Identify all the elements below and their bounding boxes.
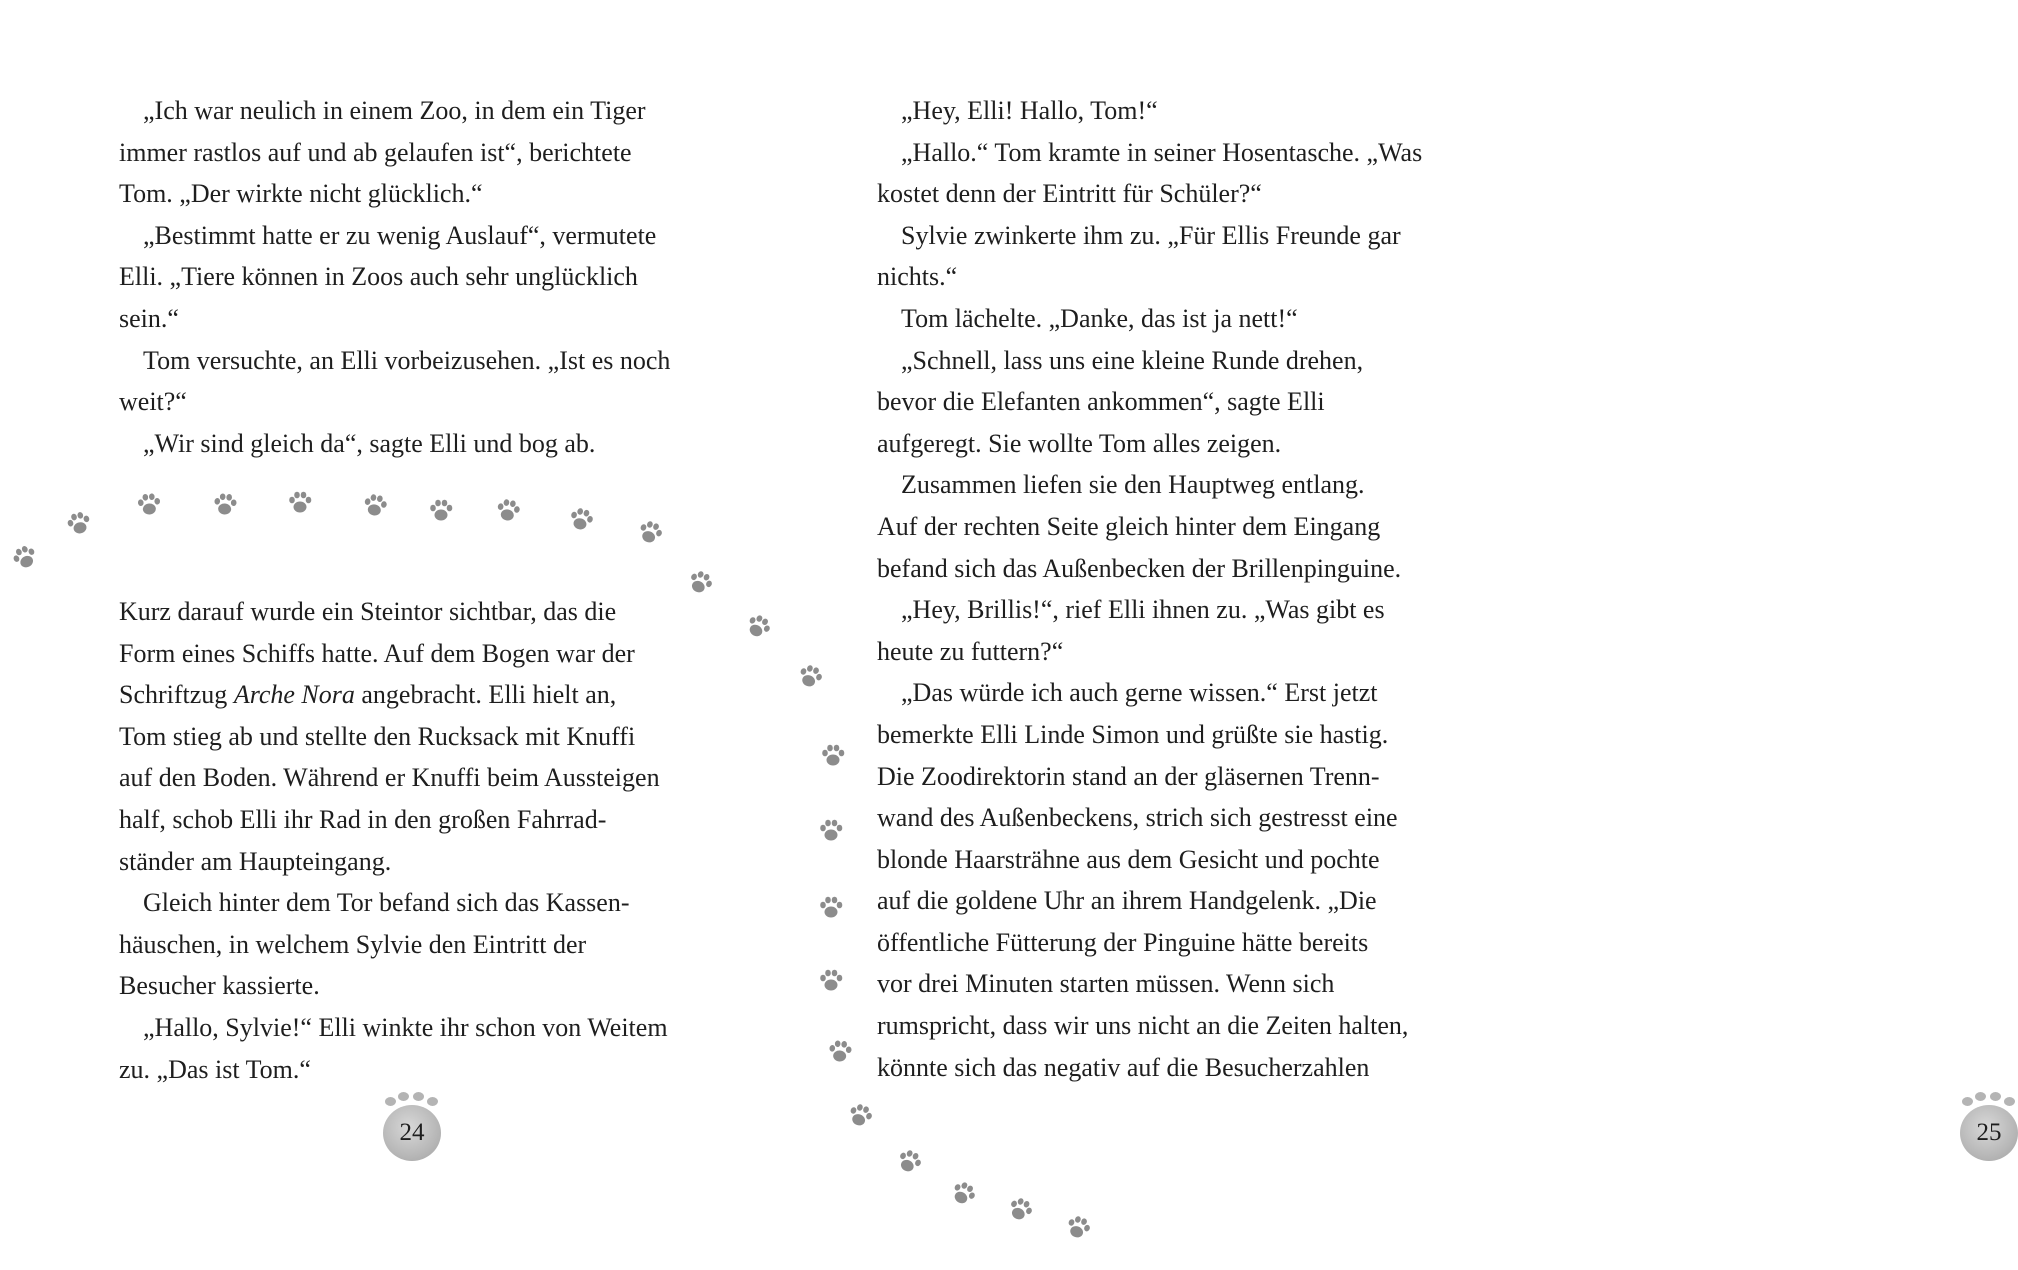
page-number-label: 24 (399, 1119, 425, 1146)
text-line: blonde Haarsträhne aus dem Gesicht und pochte (877, 844, 1380, 874)
left-page (0, 0, 797, 1270)
text-line: „Hallo, Sylvie!“ Elli winkte ihr schon von Weitem (143, 1012, 668, 1042)
text-line: „Das würde ich auch gerne wissen.“ Erst jetzt (901, 678, 1378, 708)
page-number-label: 25 (1976, 1119, 2002, 1146)
text-line: befand sich das Außenbecken der Brillenpinguine. (877, 553, 1402, 583)
text-line: kostet denn der Eintritt für Schüler?“ (877, 179, 1262, 209)
text-line: immer rastlos auf und ab gelaufen ist“, berichtete (119, 137, 632, 167)
text-line: Tom stieg ab und stellte den Rucksack mit Knuffi (119, 721, 636, 751)
text-line: Tom versuchte, an Elli vorbeizusehen. „Ist es noch (143, 345, 671, 375)
paw-toe-icon (1990, 1092, 2001, 1101)
text-line: nichts.“ (877, 262, 958, 292)
italic-title: Arche Nora (233, 680, 355, 710)
text-line (119, 674, 668, 716)
paw-toe-icon (413, 1092, 424, 1101)
text-line: vor drei Minuten starten müssen. Wenn sich (877, 969, 1335, 999)
right-page (797, 0, 2002, 1270)
paw-toe-icon (1975, 1092, 1986, 1101)
text-line: Kurz darauf wurde ein Steintor sichtbar, das die (119, 597, 617, 626)
page-number (1960, 1105, 2018, 1161)
text-segment: angebracht. Elli hielt an, (354, 680, 617, 710)
text-line: „Bestimmt hatte er zu wenig Auslauf“, vermutete (143, 220, 657, 250)
text-line: wand des Außenbeckens, strich sich gestresst eine (877, 803, 1398, 833)
text-line: Besucher kassierte. (119, 971, 320, 1001)
text-line: häuschen, in welchem Sylvie den Eintritt der (119, 929, 587, 959)
paw-toe-icon (398, 1092, 409, 1101)
page-number (383, 1105, 441, 1161)
text-line: Gleich hinter dem Tor befand sich das Kassen- (143, 888, 630, 918)
text-line: auf den Boden. Während er Knuffi beim Aussteigen (119, 763, 660, 793)
right-page-text (877, 90, 1422, 1088)
text-line: bevor die Elefanten ankommen“, sagte Elli (877, 387, 1325, 417)
text-line: „Hey, Elli! Hallo, Tom!“ (901, 96, 1158, 125)
paw-toe-icon (427, 1097, 438, 1106)
text-line: Zusammen liefen sie den Hauptweg entlang. (901, 470, 1365, 500)
text-line: „Schnell, lass uns eine kleine Runde drehen, (901, 345, 1364, 375)
text-line: Elli. „Tiere können in Zoos auch sehr unglücklich (119, 262, 638, 292)
paw-toe-icon (2004, 1097, 2015, 1106)
text-line: zu. „Das ist Tom.“ (119, 1054, 311, 1084)
text-line: Auf der rechten Seite gleich hinter dem Eingang (877, 511, 1381, 541)
text-line: „Ich war neulich in einem Zoo, in dem ein Tiger (143, 96, 646, 125)
text-line: Sylvie zwinkerte ihm zu. „Für Ellis Freunde gar (901, 220, 1401, 250)
text-line: Tom. „Der wirkte nicht glücklich.“ (119, 179, 483, 209)
text-line: ständer am Haupteingang. (119, 846, 392, 876)
text-line: rumspricht, dass wir uns nicht an die Zeiten halten, (877, 1011, 1409, 1041)
text-line: bemerkte Elli Linde Simon und grüßte sie hastig. (877, 719, 1389, 749)
text-line: könnte sich das negativ auf die Besucherzahlen (877, 1052, 1370, 1082)
paw-toe-icon (1962, 1097, 1973, 1106)
left-page-top-text (119, 90, 670, 464)
text-line: Form eines Schiffs hatte. Auf dem Bogen war der (119, 638, 635, 668)
text-line: öffentliche Fütterung der Pinguine hätte bereits (877, 927, 1369, 957)
text-line: auf die goldene Uhr an ihrem Handgelenk. „Die (877, 886, 1377, 916)
text-line: Die Zoodirektorin stand an der gläsernen Trenn- (877, 761, 1380, 791)
text-line: Tom lächelte. „Danke, das ist ja nett!“ (901, 303, 1298, 333)
text-line: „Hallo.“ Tom kramte in seiner Hosentasche. „Was (901, 137, 1423, 167)
paw-toe-icon (385, 1097, 396, 1106)
text-segment: Schriftzug (119, 680, 234, 710)
text-line: „Wir sind gleich da“, sagte Elli und bog ab. (143, 428, 596, 458)
text-line: „Hey, Brillis!“, rief Elli ihnen zu. „Was gibt es (901, 595, 1385, 625)
text-line: weit?“ (119, 387, 187, 417)
text-line: half, schob Elli ihr Rad in den großen Fahrrad- (119, 804, 607, 834)
text-line: aufgeregt. Sie wollte Tom alles zeigen. (877, 428, 1282, 458)
text-line: heute zu futtern?“ (877, 636, 1064, 666)
text-line: sein.“ (119, 303, 179, 333)
left-page-bottom-text (119, 591, 668, 1090)
